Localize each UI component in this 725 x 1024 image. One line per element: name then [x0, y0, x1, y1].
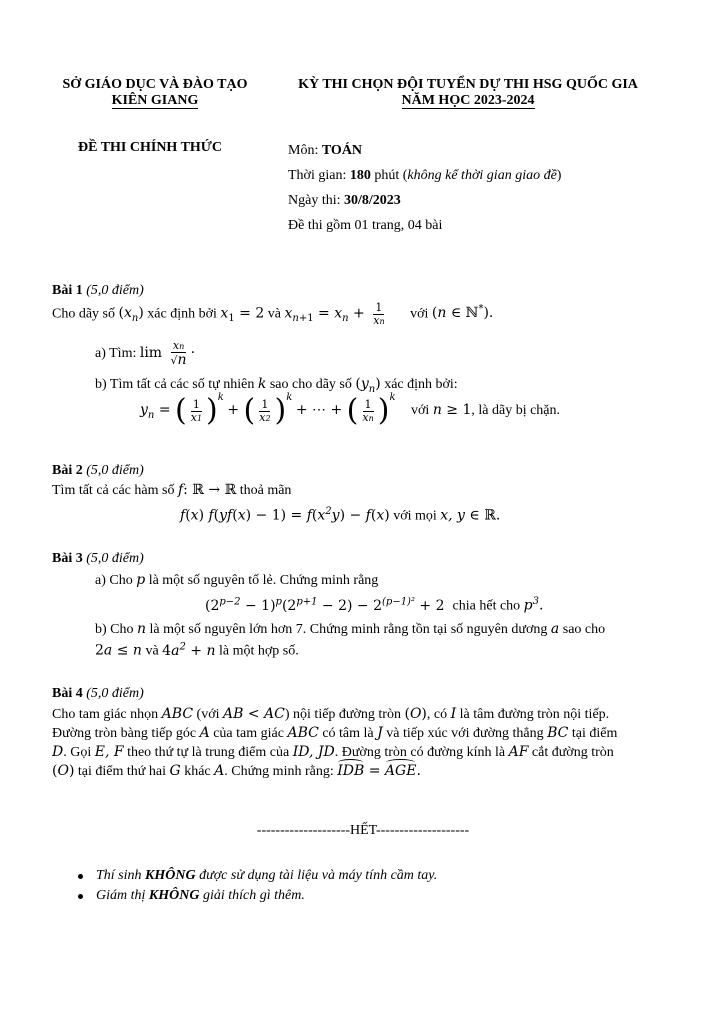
problem-4-heading: Bài 4 (5,0 điểm): [52, 686, 144, 701]
problem-3b: b) Cho n là một số nguyên lớn hơn 7. Chứng minh rằng tồn tại số nguyên dương a sao cho: [95, 621, 606, 637]
end-marker: --------------------HẾT--------------------: [256, 823, 470, 838]
note-2: Giám thị KHÔNG giải thích gì thêm.: [78, 888, 305, 904]
note-1: Thí sinh KHÔNG được sử dụng tài liệu và máy tính cầm tay.: [78, 868, 437, 884]
problem-1a: a) Tìm: lim $\frac{xn}{√n}$ ·: [95, 339, 196, 368]
problem-2-intro: Tìm tất cả các hàm số f: ℝ → ℝ thoả mãn: [52, 482, 292, 498]
school-year: NĂM HỌC 2023-2024: [401, 93, 535, 108]
province-name: KIÊN GIANG: [111, 93, 199, 108]
problem-2-heading: Bài 2 (5,0 điểm): [52, 463, 144, 478]
official-label: ĐỀ THI CHÍNH THỨC: [78, 140, 223, 155]
problem-1b: b) Tìm tất cả các số tự nhiên k sao cho dãy số $(y_n)$ xác định bởi:: [95, 376, 458, 395]
department-name: SỞ GIÁO DỤC VÀ ĐÀO TẠO KIÊN GIANG: [62, 77, 248, 108]
subject-line: Môn: TOÁN: [288, 143, 363, 158]
time-line: Thời gian: 180 phút (không kể thời gian giao đề): [288, 168, 562, 183]
date-line: Ngày thi: 30/8/2023: [288, 193, 401, 208]
problem-1-intro: Cho dãy số $(x_n)$ xác định bởi $x_1 = 2$ và $x_{n+1} = x_n$ + $\frac{1}{xn}$ với (n ∈ ℕ*).: [52, 301, 494, 327]
problem-1b-sequence: $y_n$ = ( $\frac{1}{x1}$ )$^k$ + ( $\frac{1}{x2}$ )$^k$ + ⋯ + ( $\frac{1}{xn}$ )$^k$ với n ≥ 1, là dãy bị chặn.: [140, 392, 561, 428]
problem-4-text: Cho tam giác nhọn ABC (với AB < AC) nội tiếp đường tròn (O), có I là tâm đường tròn nội tiếp. Đường tròn bàng tiếp góc A của tam giác ABC có tâm là J và tiếp xúc với đường thẳng BC tại điểm D. Gọi E, F theo thứ tự là trung điểm của ID, JD. Đường tròn có đường kính là AF cắt đường tròn (O) tại điểm thứ hai G khác A. Chứng minh rằng: IDB = AGE.: [52, 706, 618, 779]
problem-3a-expression: $(2^{p-2} - 1)^p(2^{p+1} - 2) - 2^{(p-1)^2} + 2$ chia hết cho $p^3$.: [205, 596, 544, 614]
exam-info: [288, 138, 561, 238]
problem-3b-condition: 2a ≤ n và $4a^2 + n$ là một hợp số.: [95, 641, 299, 659]
problem-3-heading: Bài 3 (5,0 điểm): [52, 551, 144, 566]
pages-line: Đề thi gồm 01 trang, 04 bài: [288, 218, 443, 233]
problem-3a: a) Cho p là một số nguyên tố lẻ. Chứng minh rằng: [95, 572, 379, 588]
problem-1-heading: Bài 1 (5,0 điểm): [52, 283, 144, 298]
bullet-icon: [78, 894, 83, 899]
bullet-icon: [78, 874, 83, 879]
problem-2-equation: f(x) $f(yf(x) - 1) = f(x^2y) - f(x)$ với mọi x, y ∈ ℝ.: [180, 506, 501, 524]
exam-title: KỲ THI CHỌN ĐỘI TUYỂN DỰ THI HSG QUỐC GIA NĂM HỌC 2023-2024: [298, 77, 638, 108]
